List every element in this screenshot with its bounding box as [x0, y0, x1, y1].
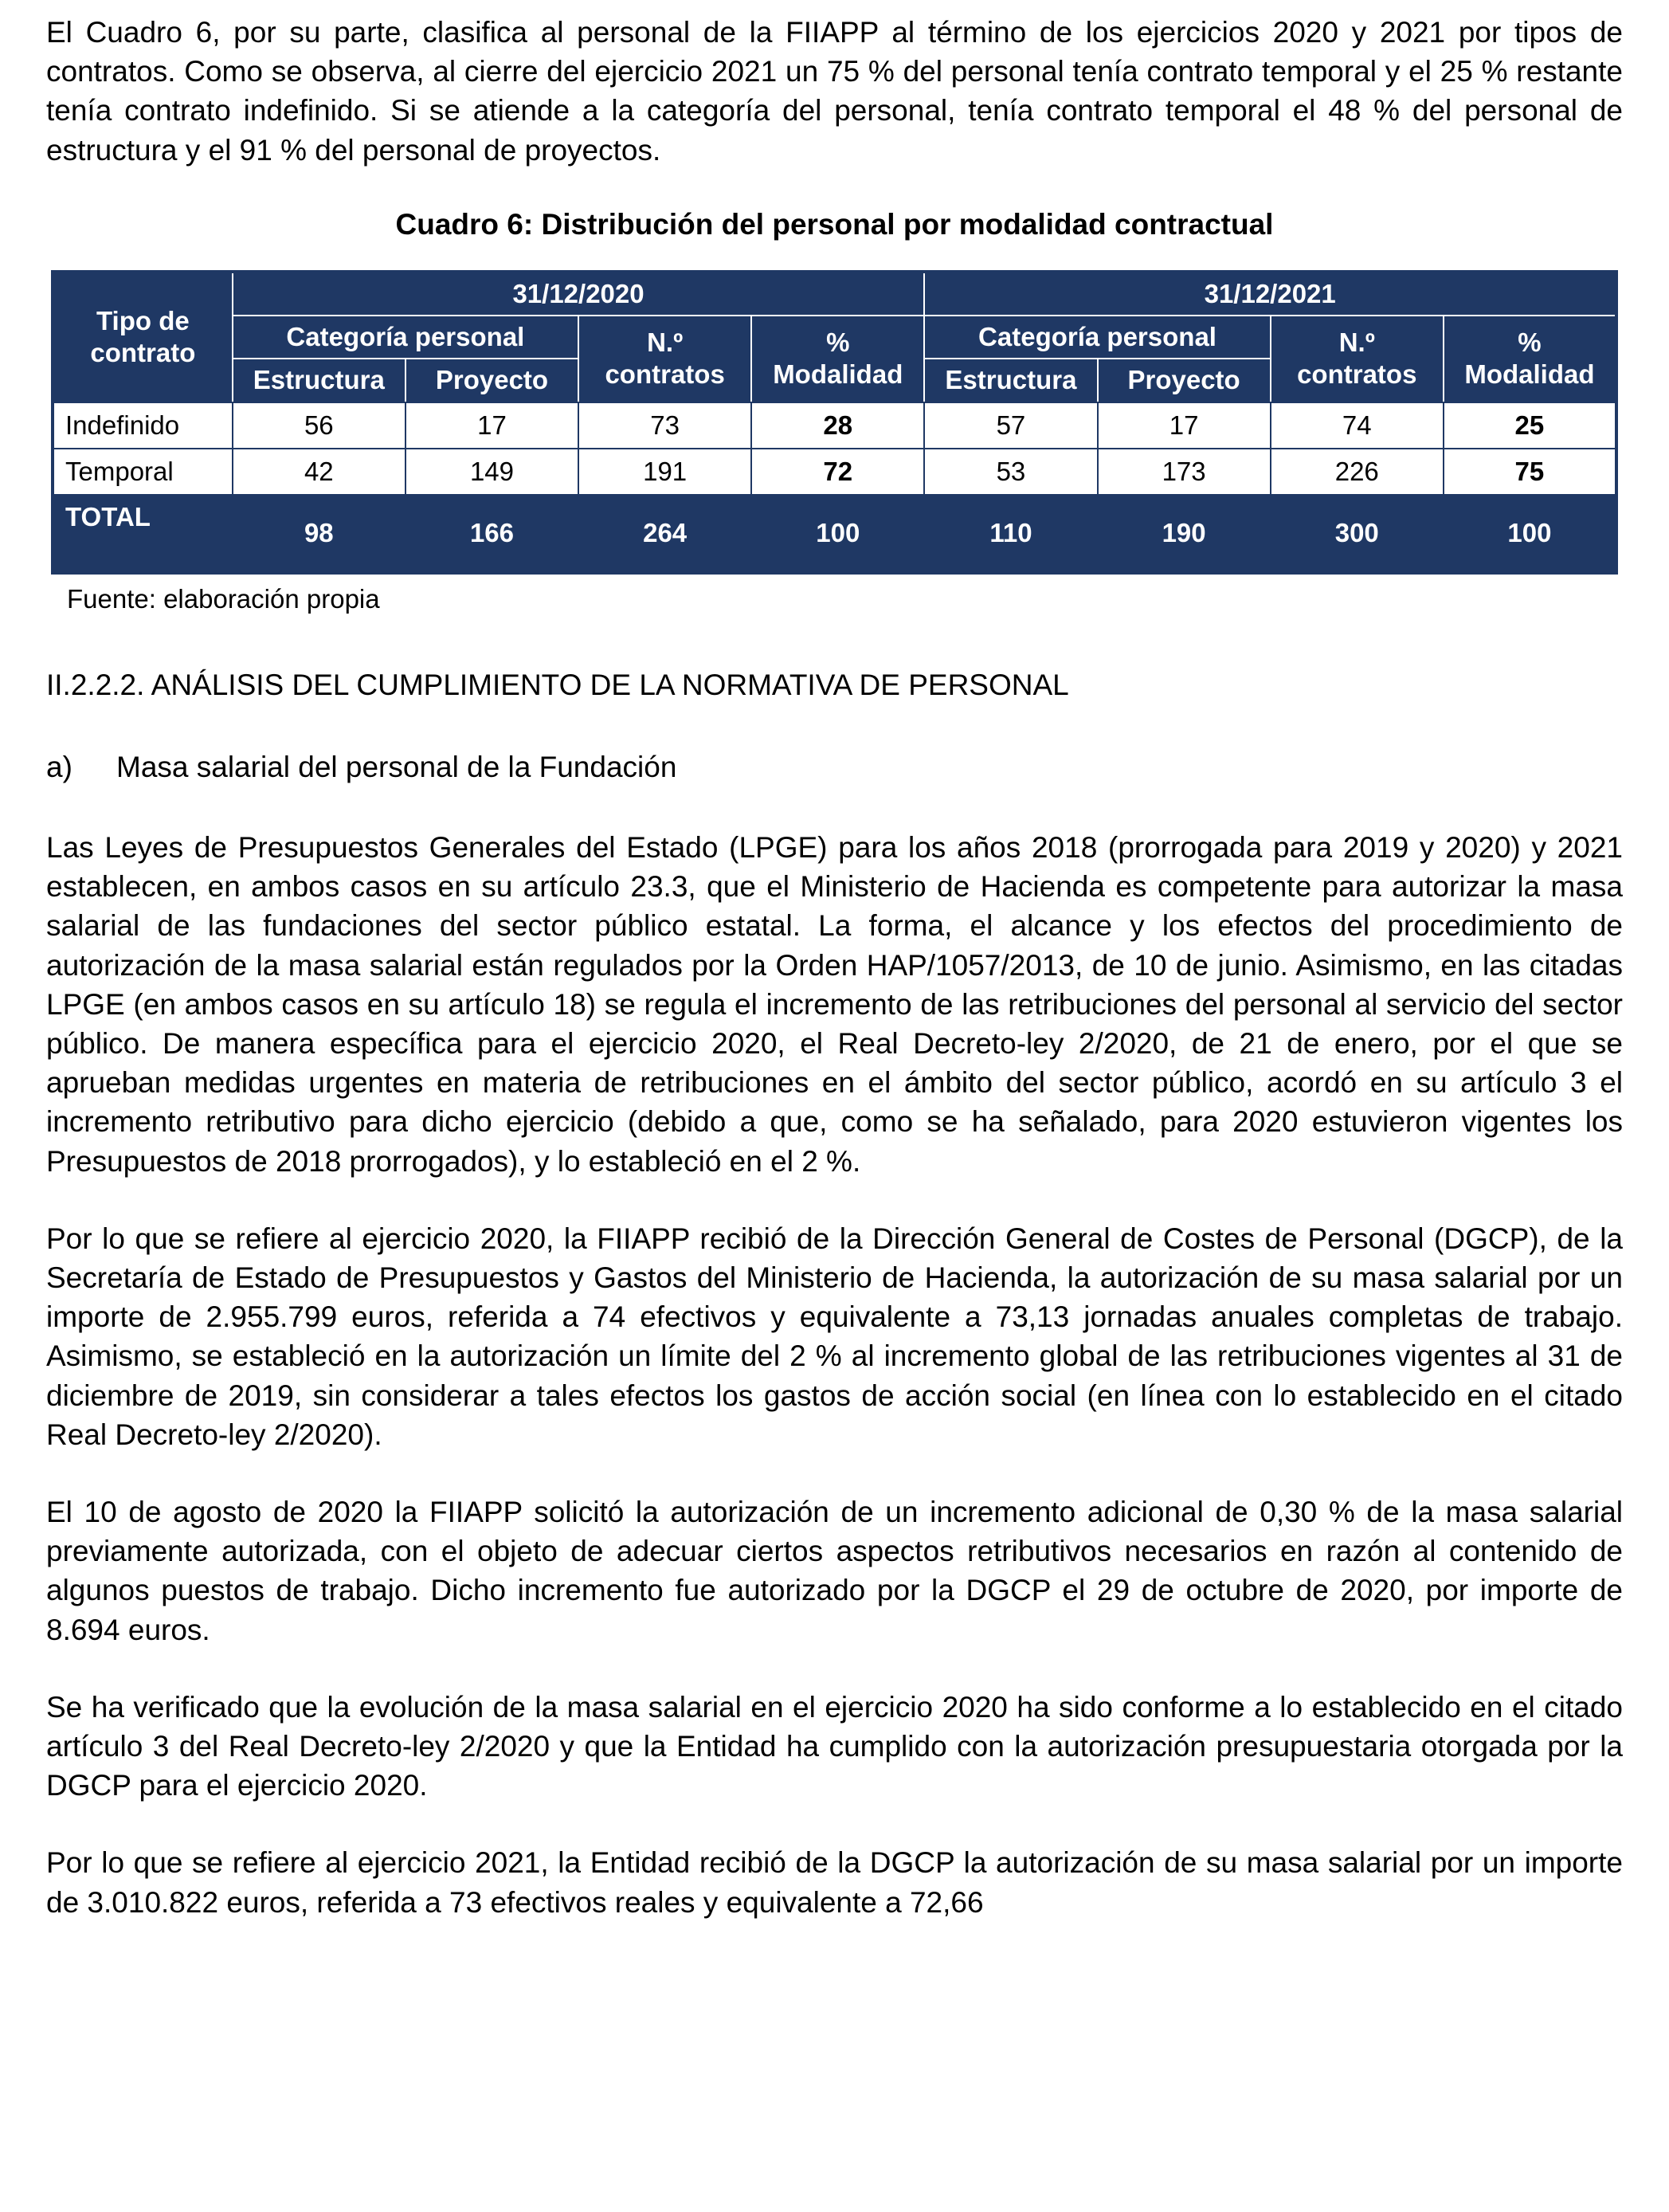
- col-header-pct-modalidad-2021: % Modalidad: [1444, 316, 1616, 402]
- cell: 226: [1271, 449, 1444, 495]
- cell: 149: [405, 449, 578, 495]
- col-header-categoria-personal-2021: Categoría personal: [924, 316, 1270, 359]
- cell: 300: [1271, 495, 1444, 573]
- col-header-categoria-personal-2020: Categoría personal: [233, 316, 578, 359]
- cell: 100: [1444, 495, 1616, 573]
- col-header-num-contratos-2020: N.º contratos: [578, 316, 751, 402]
- col-header-estructura-2021: Estructura: [924, 359, 1097, 402]
- cell: 173: [1098, 449, 1271, 495]
- col-header-date-2020: 31/12/2020: [233, 272, 925, 316]
- col-header-num-contratos-2021: N.º contratos: [1271, 316, 1444, 402]
- cell: 17: [1098, 402, 1271, 449]
- cell: 53: [924, 449, 1097, 495]
- subsection-letter: a): [46, 750, 72, 783]
- cell: 166: [405, 495, 578, 573]
- cell: 264: [578, 495, 751, 573]
- cell: 100: [751, 495, 924, 573]
- row-label: Temporal: [53, 449, 233, 495]
- paragraph-lpge: Las Leyes de Presupuestos Generales del Estado (LPGE) para los años 2018 (prorrogada para 2019 y 2020) y 2021 establecen, en ambos casos en su artículo 23.3, que el Ministerio de Hacienda es competente para autorizar la masa salarial de las fundaciones del sector público estatal. La forma, el alcance y los efectos del procedimiento de autorización de la masa salarial están regulados por la Orden HAP/1057/2013, de 10 de junio. Asimismo, en las citadas LPGE (en ambos casos en su artículo 18) se regula el incremento de las retribuciones del personal al servicio del sector público. De manera específica para el ejercicio 2020, el Real Decreto-ley 2/2020, de 21 de enero, por el que se aprueban medidas urgentes en materia de retribuciones en el ámbito del sector público, acordó en su artículo 3 el incremento retributivo para dicho ejercicio (debido a que, como se ha señalado, para 2020 estuvieron vigentes los Presupuestos de 2018 prorrogados), y lo estableció en el 2 %.: [46, 830, 1623, 1178]
- row-label: TOTAL: [53, 495, 233, 573]
- cell: 110: [924, 495, 1097, 573]
- paragraph-verificacion: Se ha verificado que la evolución de la masa salarial en el ejercicio 2020 ha sido conforme a lo establecido en el citado artículo 3 del Real Decreto-ley 2/2020 y que la Entidad ha cumplido con la autorización presupuestaria otorgada por la DGCP para el ejercicio 2020.: [46, 1690, 1623, 1802]
- col-header-proyecto-2020: Proyecto: [405, 359, 578, 402]
- paragraph-ejercicio-2020: Por lo que se refiere al ejercicio 2020, la FIIAPP recibió de la Dirección General de Costes de Personal (DGCP), de la Secretaría de Estado de Presupuestos y Gastos del Ministerio de Hacienda, la autorización de su masa salarial por un importe de 2.955.799 euros, referida a 74 efectivos y equivalente a 73,13 jornadas anuales completas de trabajo. Asimismo, se estableció en la autorización un límite del 2 % al incremento global de las retribuciones vigentes al 31 de diciembre de 2019, sin considerar a tales efectos los gastos de acción social (en línea con lo establecido en el citado Real Decreto-ley 2/2020).: [46, 1222, 1623, 1451]
- cell: 75: [1444, 449, 1616, 495]
- cell: 28: [751, 402, 924, 449]
- col-header-pct-modalidad-2020: % Modalidad: [751, 316, 924, 402]
- subsection-title: [46, 747, 1623, 786]
- col-header-estructura-2020: Estructura: [233, 359, 405, 402]
- source-note: Fuente: elaboración propia: [67, 583, 380, 614]
- cell: 42: [233, 449, 405, 495]
- cell: 57: [924, 402, 1097, 449]
- intro-paragraph: El Cuadro 6, por su parte, clasifica al personal de la FIIAPP al término de los ejercicios 2020 y 2021 por tipos de contratos. Como se observa, al cierre del ejercicio 2021 un 75 % del personal tenía contrato temporal y el 25 % restante tenía contrato indefinido. Si se atiende a la categoría del personal, tenía contrato temporal el 48 % del personal de estructura y el 91 % del personal de proyectos.: [46, 16, 1623, 167]
- subsection-text: Masa salarial del personal de la Fundación: [116, 750, 677, 783]
- paragraph-ejercicio-2021: Por lo que se refiere al ejercicio 2021, la Entidad recibió de la DGCP la autorización de su masa salarial por un importe de 3.010.822 euros, referida a 73 efectivos reales y equivalente a 72,66: [46, 1846, 1623, 1919]
- paragraph-incremento-adicional: El 10 de agosto de 2020 la FIIAPP solicitó la autorización de un incremento adicional de 0,30 % de la masa salarial previamente autorizada, con el objeto de adecuar ciertos aspectos retributivos necesarios en razón al contenido de algunos puestos de trabajo. Dicho incremento fue autorizado por la DGCP el 29 de octubre de 2020, por importe de 8.694 euros.: [46, 1496, 1623, 1646]
- col-header-tipo-contrato: Tipo de contrato: [53, 272, 233, 402]
- table-title: Cuadro 6: Distribución del personal por modalidad contractual: [395, 207, 1274, 241]
- personnel-table-wrapper: [51, 270, 1618, 575]
- table-row-temporal: [53, 449, 1616, 495]
- cell: 74: [1271, 402, 1444, 449]
- cell: 17: [405, 402, 578, 449]
- personnel-contract-table: [51, 270, 1618, 575]
- cell: 56: [233, 402, 405, 449]
- cell: 72: [751, 449, 924, 495]
- cell: 190: [1098, 495, 1271, 573]
- section-heading: II.2.2.2. ANÁLISIS DEL CUMPLIMIENTO DE LA NORMATIVA DE PERSONAL: [46, 668, 1069, 701]
- table-row-total: [53, 495, 1616, 573]
- col-header-date-2021: 31/12/2021: [924, 272, 1616, 316]
- cell: 73: [578, 402, 751, 449]
- cell: 191: [578, 449, 751, 495]
- cell: 25: [1444, 402, 1616, 449]
- cell: 98: [233, 495, 405, 573]
- table-row-indefinido: [53, 402, 1616, 449]
- col-header-proyecto-2021: Proyecto: [1098, 359, 1271, 402]
- row-label: Indefinido: [53, 402, 233, 449]
